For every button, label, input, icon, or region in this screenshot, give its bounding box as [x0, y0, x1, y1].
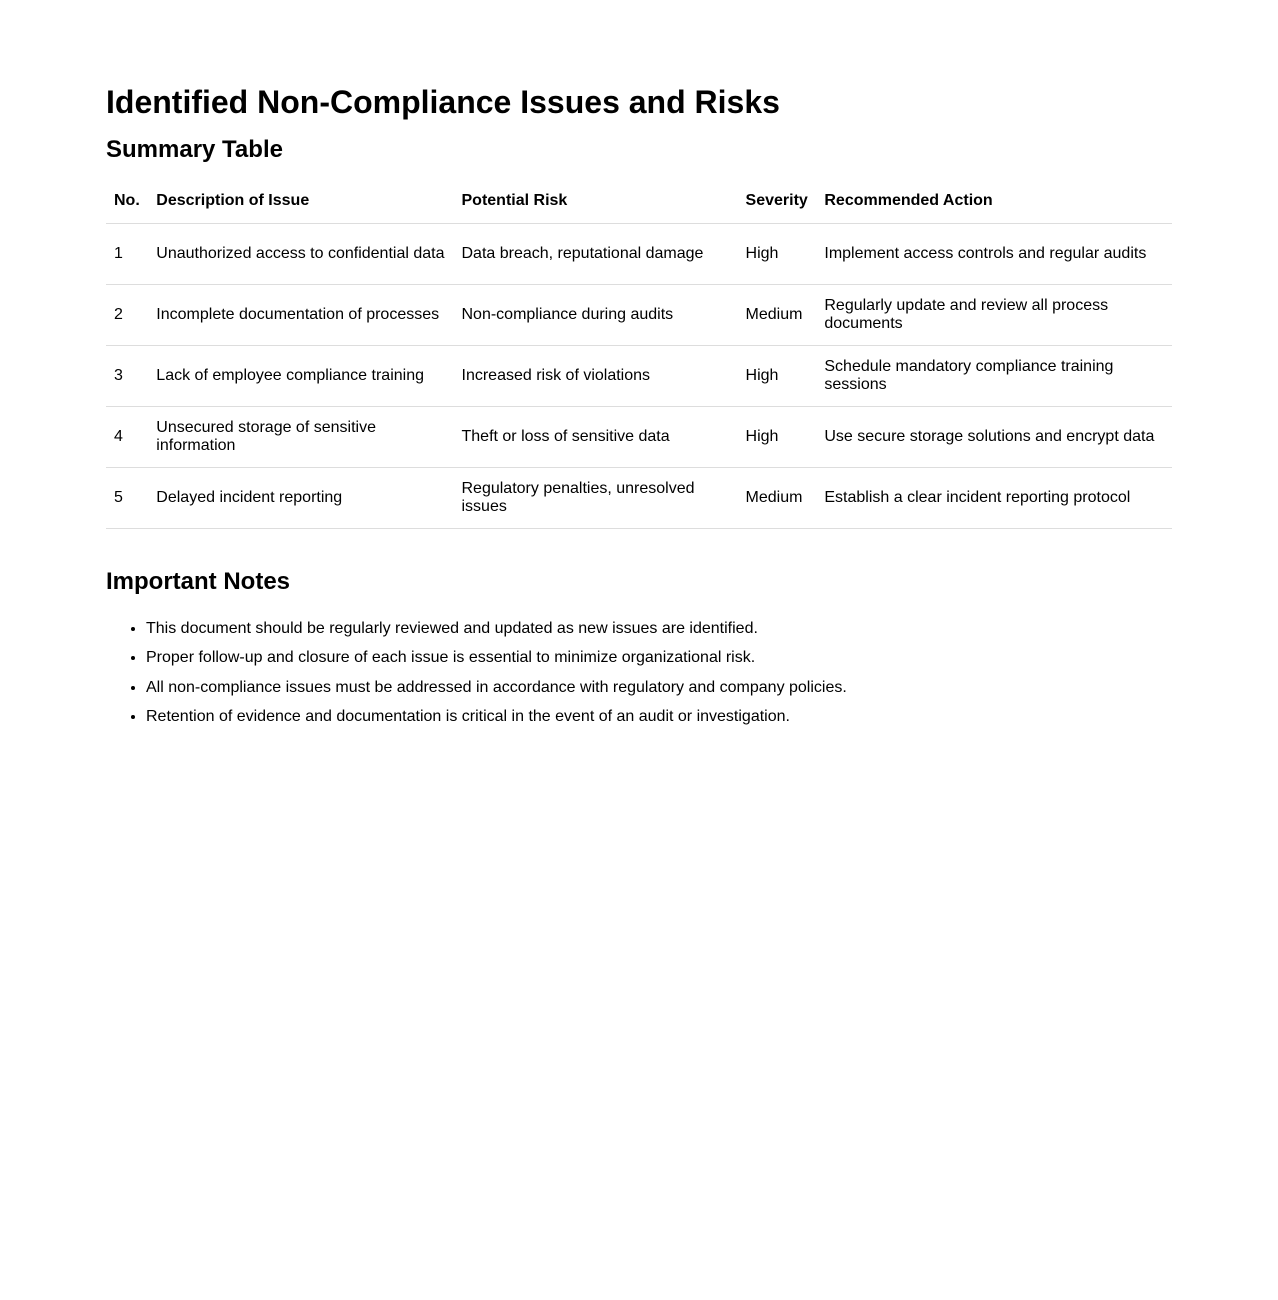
cell-no: 5: [106, 468, 148, 529]
cell-action: Establish a clear incident reporting protocol: [816, 468, 1172, 529]
cell-no: 4: [106, 407, 148, 468]
cell-risk: Theft or loss of sensitive data: [454, 407, 738, 468]
cell-description: Incomplete documentation of processes: [148, 285, 453, 346]
list-item: • All non-compliance issues must be addressed in accordance with regulatory and company policies.: [146, 675, 1146, 701]
cell-risk: Non-compliance during audits: [454, 285, 738, 346]
cell-action: Use secure storage solutions and encrypt data: [816, 407, 1172, 468]
issues-table: [106, 178, 1172, 529]
cell-no: 3: [106, 346, 148, 407]
cell-description: Delayed incident reporting: [148, 468, 453, 529]
cell-no: 1: [106, 224, 148, 285]
list-item: • This document should be regularly reviewed and updated as new issues are identified.: [146, 616, 1146, 642]
cell-description: Unsecured storage of sensitive information: [148, 407, 453, 468]
cell-description: Lack of employee compliance training: [148, 346, 453, 407]
cell-action: Implement access controls and regular audits: [816, 224, 1172, 285]
cell-risk: Regulatory penalties, unresolved issues: [454, 468, 738, 529]
header-action: Recommended Action: [816, 178, 1172, 224]
cell-risk: Increased risk of violations: [454, 346, 738, 407]
cell-description: Unauthorized access to confidential data: [148, 224, 453, 285]
header-no: No.: [106, 178, 148, 224]
cell-severity: High: [738, 224, 817, 285]
cell-risk: Data breach, reputational damage: [454, 224, 738, 285]
table-header-row: [106, 178, 1172, 224]
summary-table-heading: Summary Table: [106, 136, 283, 163]
header-description: Description of Issue: [148, 178, 453, 224]
table-row: [106, 407, 1172, 468]
cell-severity: Medium: [738, 468, 817, 529]
list-item: • Retention of evidence and documentation is critical in the event of an audit or investigation.: [146, 704, 1146, 730]
cell-action: Regularly update and review all process documents: [816, 285, 1172, 346]
table-row: [106, 346, 1172, 407]
table-row: [106, 285, 1172, 346]
header-severity: Severity: [738, 178, 817, 224]
page-title: Identified Non-Compliance Issues and Risks: [106, 84, 780, 120]
list-item: • Proper follow-up and closure of each issue is essential to minimize organizational risk.: [146, 645, 1146, 671]
important-notes-heading: Important Notes: [106, 568, 291, 595]
cell-action: Schedule mandatory compliance training sessions: [816, 346, 1172, 407]
notes-list: [106, 616, 1146, 733]
table-row: [106, 468, 1172, 529]
table-row: [106, 224, 1172, 285]
cell-severity: Medium: [738, 285, 817, 346]
cell-severity: High: [738, 346, 817, 407]
header-risk: Potential Risk: [454, 178, 738, 224]
cell-severity: High: [738, 407, 817, 468]
cell-no: 2: [106, 285, 148, 346]
